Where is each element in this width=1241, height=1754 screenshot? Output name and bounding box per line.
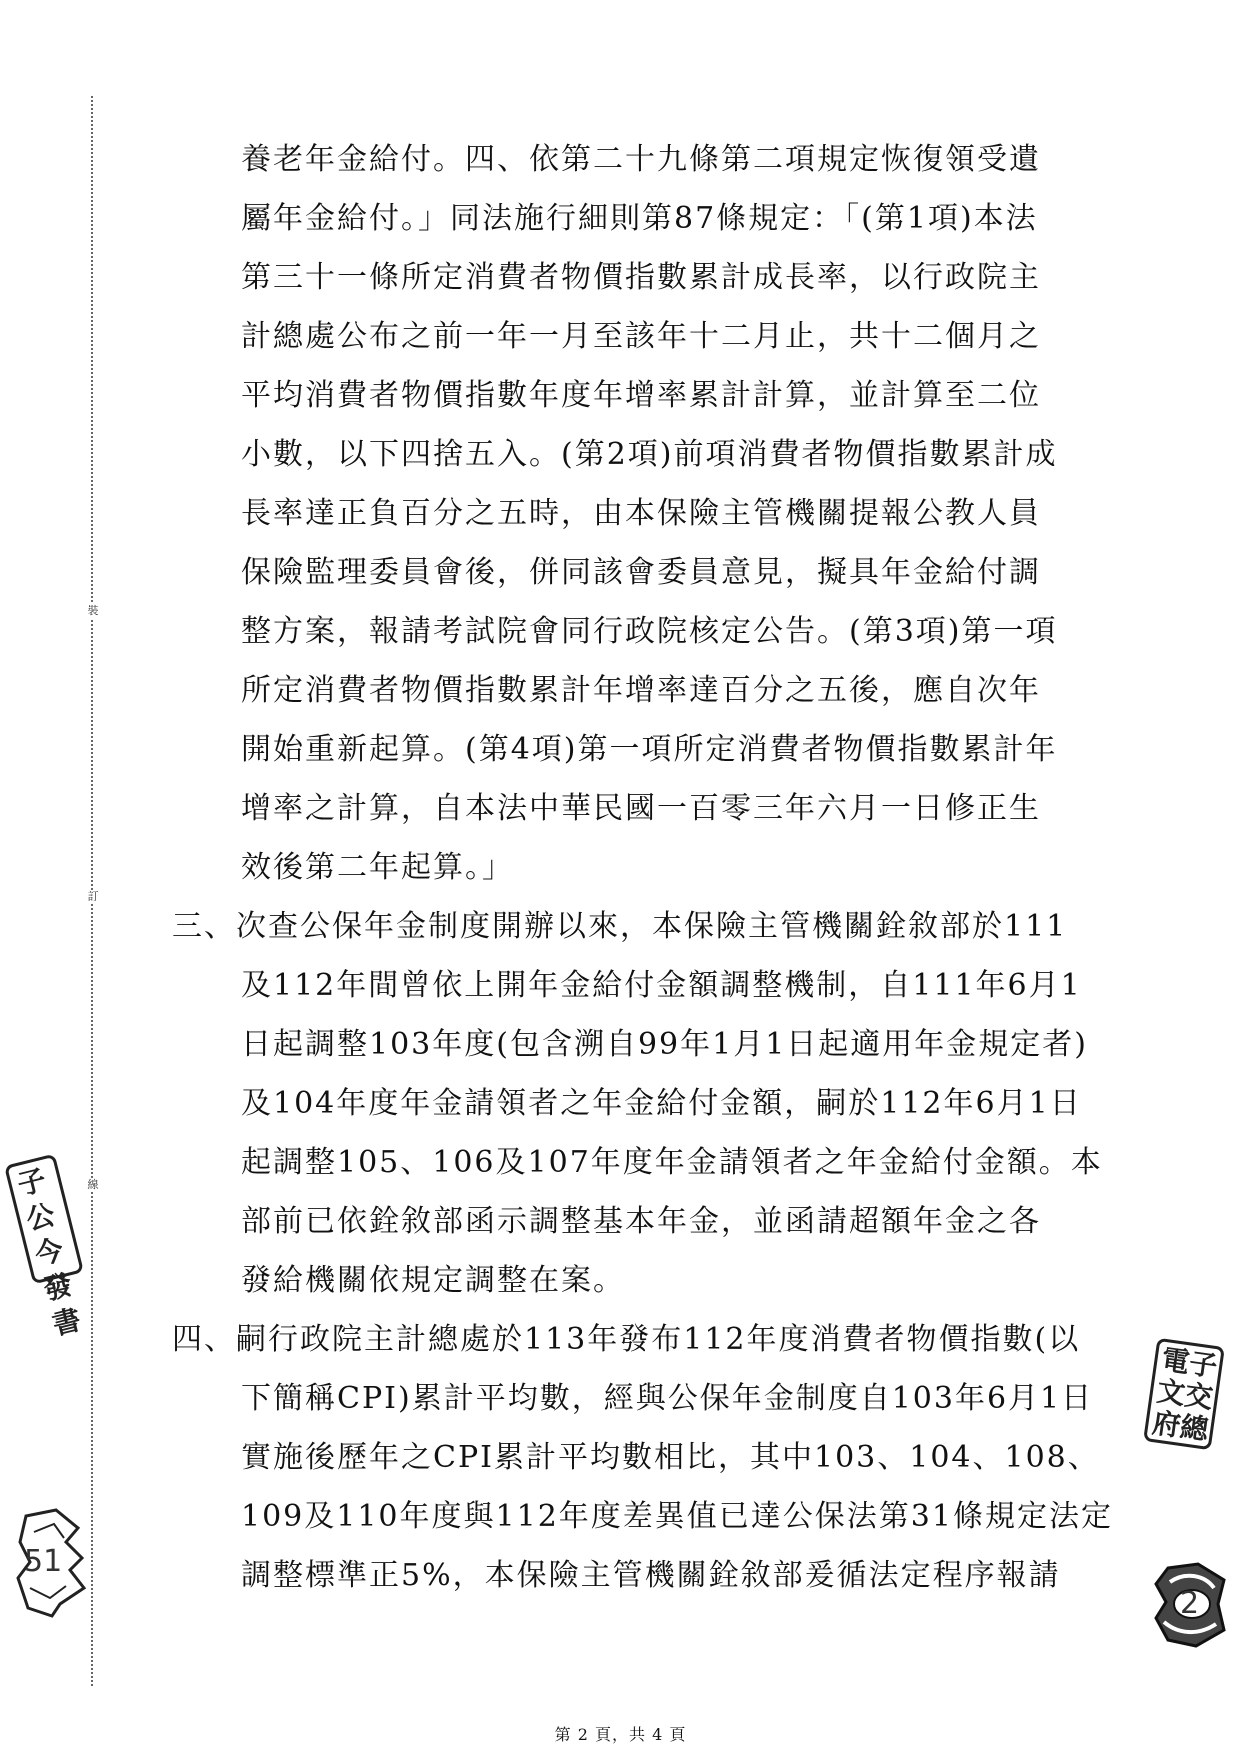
- binding-mark-zhuang: 裝: [84, 604, 102, 618]
- body-line: 效後第二年起算。」: [241, 850, 514, 885]
- body-line: 平均消費者物價指數年度年增率累計計算，並計算至二位: [241, 378, 1041, 413]
- section-heading-line: 三、次查公保年金制度開辦以來，本保險主管機關銓敘部於111: [172, 909, 1068, 944]
- body-line: 養老年金給付。四、依第二十九條第二項規定恢復領受遺: [241, 142, 1041, 177]
- seal-left-number: 51: [24, 1544, 63, 1579]
- body-line: 日起調整103年度(包含溯自99年1月1日起適用年金規定者): [241, 1027, 1089, 1062]
- seal-left-icon: [16, 1508, 88, 1618]
- body-line: 長率達正負百分之五時，由本保險主管機關提報公教人員: [241, 496, 1041, 531]
- body-line: 109及110年度與112年度差異值已達公保法第31條規定法定: [241, 1499, 1113, 1534]
- electronic-document-stamp-right: 電子 文交 府總: [1143, 1338, 1225, 1450]
- body-line: 整方案，報請考試院會同行政院核定公告。(第3項)第一項: [241, 614, 1058, 649]
- body-line: 下簡稱CPI)累計平均數，經與公保年金制度自103年6月1日: [241, 1381, 1094, 1416]
- body-line: 保險監理委員會後，併同該會委員意見，擬具年金給付調: [241, 555, 1041, 590]
- section-heading-line: 四、嗣行政院主計總處於113年發布112年度消費者物價指數(以: [172, 1322, 1081, 1357]
- body-line: 起調整105、106及107年度年金請領者之年金給付金額。本: [241, 1145, 1103, 1180]
- body-line: 實施後歷年之CPI累計平均數相比，其中103、104、108、: [241, 1440, 1100, 1475]
- body-line: 增率之計算，自本法中華民國一百零三年六月一日修正生: [241, 791, 1041, 826]
- body-line: 調整標準正5%，本保險主管機關銓敘部爰循法定程序報請: [241, 1558, 1061, 1593]
- body-line: 屬年金給付。」同法施行細則第87條規定：「(第1項)本法: [241, 201, 1038, 236]
- body-line: 小數，以下四捨五入。(第2項)前項消費者物價指數累計成: [241, 437, 1058, 472]
- seal-right-number: 2: [1180, 1586, 1200, 1621]
- seal-right-icon: [1154, 1562, 1226, 1648]
- body-line: 及112年間曾依上開年金給付金額調整機制，自111年6月1: [241, 968, 1082, 1003]
- body-line: 部前已依銓敘部函示調整基本年金，並函請超額年金之各: [241, 1204, 1041, 1239]
- body-line: 發給機關依規定調整在案。: [241, 1263, 625, 1298]
- body-line: 及104年度年金請領者之年金給付金額，嗣於112年6月1日: [241, 1086, 1082, 1121]
- page-footer: 第 2 頁，共 4 頁: [554, 1725, 687, 1744]
- electronic-document-stamp-left: 子公 今發 書: [4, 1154, 84, 1285]
- body-line: 第三十一條所定消費者物價指數累計成長率，以行政院主: [241, 260, 1041, 295]
- body-line: 開始重新起算。(第4項)第一項所定消費者物價指數累計年: [241, 732, 1058, 767]
- binding-mark-ding: 訂: [84, 890, 102, 904]
- body-line: 所定消費者物價指數累計年增率達百分之五後，應自次年: [241, 673, 1041, 708]
- body-line: 計總處公布之前一年一月至該年十二月止，共十二個月之: [241, 319, 1041, 354]
- binding-mark-xian: 線: [84, 1178, 102, 1192]
